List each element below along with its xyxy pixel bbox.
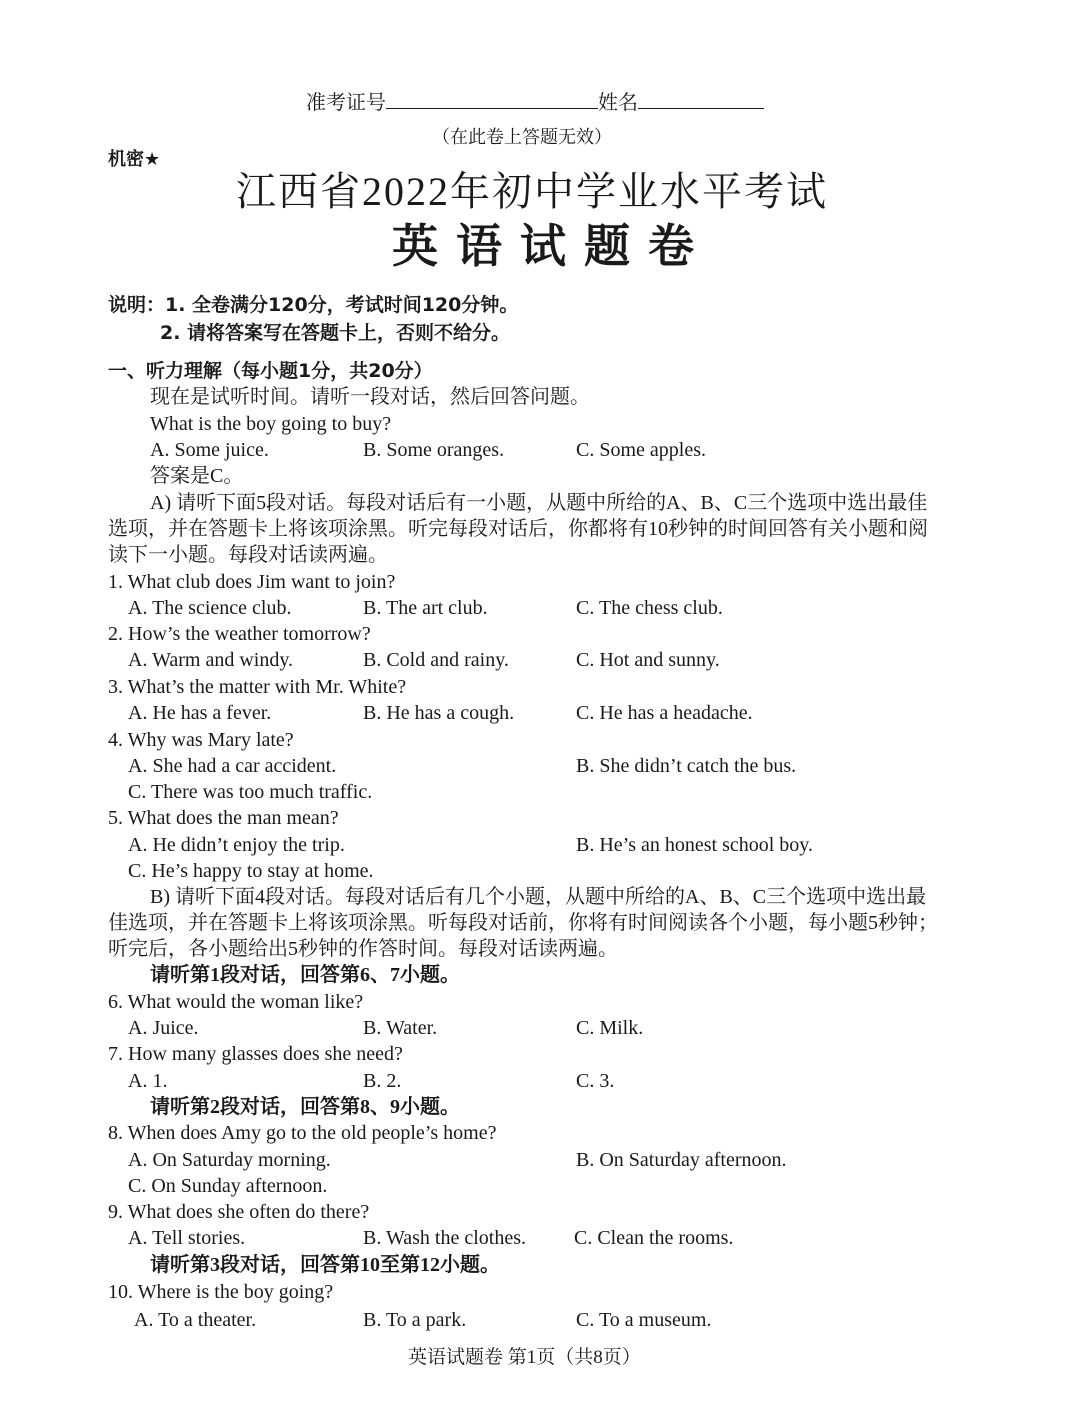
q4-option-b: B. She didn’t catch the bus. bbox=[576, 755, 797, 777]
q10-option-a: A. To a theater. bbox=[134, 1309, 257, 1331]
q5-option-b: B. He’s an honest school boy. bbox=[576, 834, 814, 856]
trial-option-b: B. Some oranges. bbox=[363, 439, 505, 461]
question-1: 1. What club does Jim want to join? bbox=[108, 571, 396, 593]
dialog-2-heading: 请听第2段对话，回答第8、9小题。 bbox=[150, 1096, 460, 1118]
instruction-1: 说明：1. 全卷满分120分，考试时间120分钟。 bbox=[108, 294, 519, 316]
q4-option-c: C. There was too much traffic. bbox=[128, 781, 373, 803]
trial-option-c: C. Some apples. bbox=[576, 439, 706, 461]
trial-answer: 答案是C。 bbox=[150, 465, 244, 487]
question-3: 3. What’s the matter with Mr. White? bbox=[108, 676, 407, 698]
q1-option-b: B. The art club. bbox=[363, 597, 488, 619]
exam-id-row bbox=[306, 90, 764, 116]
part-b-instruction-1: B) 请听下面4段对话。每段对话后有几个小题，从题中所给的A、B、C三个选项中选出最 bbox=[150, 886, 927, 908]
q3-option-a: A. He has a fever. bbox=[128, 702, 272, 724]
question-6: 6. What would the woman like? bbox=[108, 991, 364, 1013]
instruction-2: 2. 请将答案写在答题卡上，否则不给分。 bbox=[160, 322, 511, 344]
q4-option-a: A. She had a car accident. bbox=[128, 755, 337, 777]
confidential-mark: 机密★ bbox=[108, 149, 161, 170]
q5-option-c: C. He’s happy to stay at home. bbox=[128, 860, 374, 882]
invalid-note: （在此卷上答题无效） bbox=[432, 127, 612, 147]
question-4: 4. Why was Mary late? bbox=[108, 729, 294, 751]
page-footer: 英语试题卷 第1页（共8页） bbox=[408, 1347, 641, 1368]
part-a-instruction-1: A) 请听下面5段对话。每段对话后有一小题，从题中所给的A、B、C三个选项中选出最佳 bbox=[150, 492, 928, 514]
dialog-1-heading: 请听第1段对话，回答第6、7小题。 bbox=[150, 964, 460, 986]
trial-option-a: A. Some juice. bbox=[150, 439, 269, 461]
q2-option-b: B. Cold and rainy. bbox=[363, 649, 509, 671]
part-a-instruction-3: 读下一小题。每段对话读两遍。 bbox=[108, 544, 388, 566]
q9-option-c: C. Clean the rooms. bbox=[574, 1227, 734, 1249]
trial-question: What is the boy going to buy? bbox=[150, 413, 392, 435]
exam-subtitle: 英语试题卷 bbox=[392, 219, 712, 273]
question-7: 7. How many glasses does she need? bbox=[108, 1043, 403, 1065]
q6-option-c: C. Milk. bbox=[576, 1017, 644, 1039]
part-b-instruction-2: 佳选项，并在答题卡上将该项涂黑。听每段对话前，你将有时间阅读各个小题，每小题5秒钟； bbox=[108, 912, 938, 934]
question-5: 5. What does the man mean? bbox=[108, 807, 339, 829]
q3-option-b: B. He has a cough. bbox=[363, 702, 515, 724]
q8-option-b: B. On Saturday afternoon. bbox=[576, 1149, 787, 1171]
q2-option-c: C. Hot and sunny. bbox=[576, 649, 720, 671]
q7-option-a: A. 1. bbox=[128, 1070, 168, 1092]
q8-option-a: A. On Saturday morning. bbox=[128, 1149, 331, 1171]
question-2: 2. How’s the weather tomorrow? bbox=[108, 623, 371, 645]
question-8: 8. When does Amy go to the old people’s home? bbox=[108, 1122, 497, 1144]
exam-title: 江西省2022年初中学业水平考试 bbox=[236, 169, 828, 214]
question-10: 10. Where is the boy going? bbox=[108, 1281, 334, 1303]
section-heading: 一、听力理解（每小题1分，共20分） bbox=[108, 360, 433, 382]
q8-option-c: C. On Sunday afternoon. bbox=[128, 1175, 328, 1197]
question-9: 9. What does she often do there? bbox=[108, 1201, 370, 1223]
q3-option-c: C. He has a headache. bbox=[576, 702, 753, 724]
q2-option-a: A. Warm and windy. bbox=[128, 649, 294, 671]
q7-option-c: C. 3. bbox=[576, 1070, 615, 1092]
q1-option-c: C. The chess club. bbox=[576, 597, 723, 619]
q1-option-a: A. The science club. bbox=[128, 597, 292, 619]
q7-option-b: B. 2. bbox=[363, 1070, 402, 1092]
q6-option-b: B. Water. bbox=[363, 1017, 438, 1039]
part-a-instruction-2: 选项，并在答题卡上将该项涂黑。听完每段对话后，你都将有10秒钟的时间回答有关小题和阅 bbox=[108, 518, 928, 540]
q10-option-c: C. To a museum. bbox=[576, 1309, 712, 1331]
exam-number-blank bbox=[386, 90, 598, 109]
name-label: 姓名 bbox=[598, 92, 638, 114]
q6-option-a: A. Juice. bbox=[128, 1017, 199, 1039]
q10-option-b: B. To a park. bbox=[363, 1309, 467, 1331]
exam-number-label: 准考证号 bbox=[306, 92, 386, 114]
trial-intro: 现在是试听时间。请听一段对话，然后回答问题。 bbox=[150, 386, 590, 408]
name-blank bbox=[638, 90, 764, 109]
q9-option-a: A. Tell stories. bbox=[128, 1227, 246, 1249]
q5-option-a: A. He didn’t enjoy the trip. bbox=[128, 834, 345, 856]
q9-option-b: B. Wash the clothes. bbox=[363, 1227, 526, 1249]
part-b-instruction-3: 听完后，各小题给出5秒钟的作答时间。每段对话读两遍。 bbox=[108, 938, 618, 960]
dialog-3-heading: 请听第3段对话，回答第10至第12小题。 bbox=[150, 1254, 500, 1276]
